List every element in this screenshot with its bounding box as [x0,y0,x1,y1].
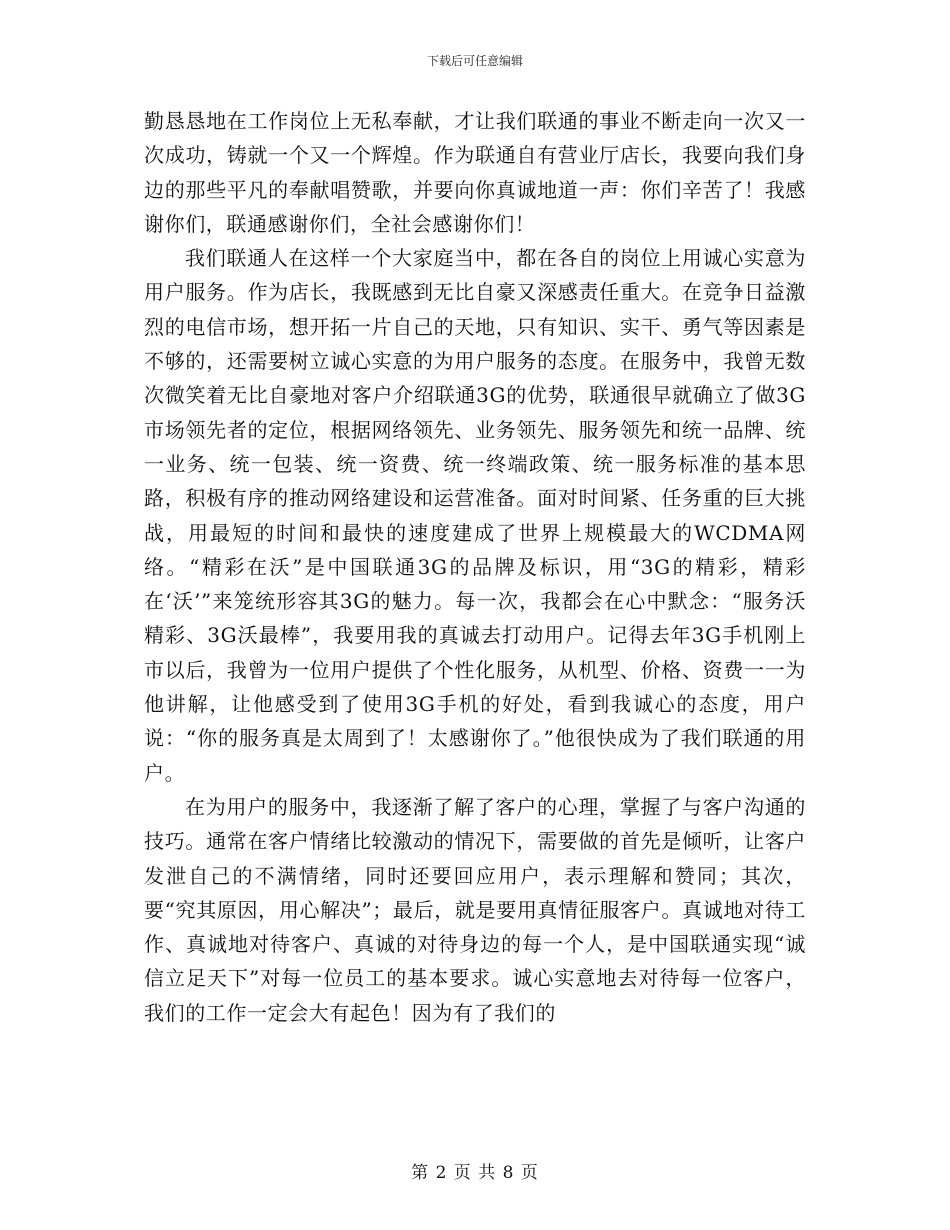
paragraph-1: 勤恳恳地在工作岗位上无私奉献，才让我们联通的事业不断走向一次又一次成功，铸就一个又一个辉煌。作为联通自有营业厅店长，我要向我们身边的那些平凡的奉献唱赞歌，并要向你真诚地道一声：你们辛苦了！我感谢你们，联通感谢你们，全社会感谢你们！ [144,109,806,236]
paragraph-2: 我们联通人在这样一个大家庭当中，都在各自的岗位上用诚心实意为用户服务。作为店长，我既感到无比自豪又深感责任重大。在竞争日益激烈的电信市场，想开拓一片自己的天地，只有知识、实干、勇气等因素是不够的，还需要树立诚心实意的为用户服务的态度。在服务中，我曾无数次微笑着无比自豪地对客户介绍联通3G的优势，联通很早就确立了做3G市场领先者的定位，根据网络领先、业务领先、服务领先和统一品牌、统一业务、统一包装、统一资费、统一终端政策、统一服务标准的基本思路，积极有序的推动网络建设和运营准备。面对时间紧、任务重的巨大挑战，用最短的时间和最快的速度建成了世界上规模最大的WCDMA网络。“精彩在沃”是中国联通3G的品牌及标识，用“3G的精彩，精彩在‘沃’”来笼统形容其3G的魅力。每一次，我都会在心中默念：“服务沃精彩、3G沃最棒”，我要用我的真诚去打动用户。记得去年3G手机刚上市以后，我曾为一位用户提供了个性化服务，从机型、价格、资费一一为他讲解，让他感受到了使用3G手机的好处，看到我诚心的态度，用户说：“你的服务真是太周到了！太感谢你了。”他很快成为了我们联通的用户。 [144,246,806,785]
document-body [144,104,806,1030]
page-header: 下载后可任意编辑 [426,54,523,68]
page-footer: 第 2 页 共 8 页 [411,1163,539,1183]
paragraph-3: 在为用户的服务中，我逐渐了解了客户的心理，掌握了与客户沟通的技巧。通常在客户情绪比较激动的情况下，需要做的首先是倾听，让客户发泄自己的不满情绪，同时还要回应用户，表示理解和赞同；其次，要“究其原因，用心解决”；最后，就是要用真情征服客户。真诚地对待工作、真诚地对待客户、真诚的对待身边的每一个人，是中国联通实现“诚信立足天下”对每一位员工的基本要求。诚心实意地去对待每一位客户，我们的工作一定会大有起色！因为有了我们的 [144,794,806,1025]
